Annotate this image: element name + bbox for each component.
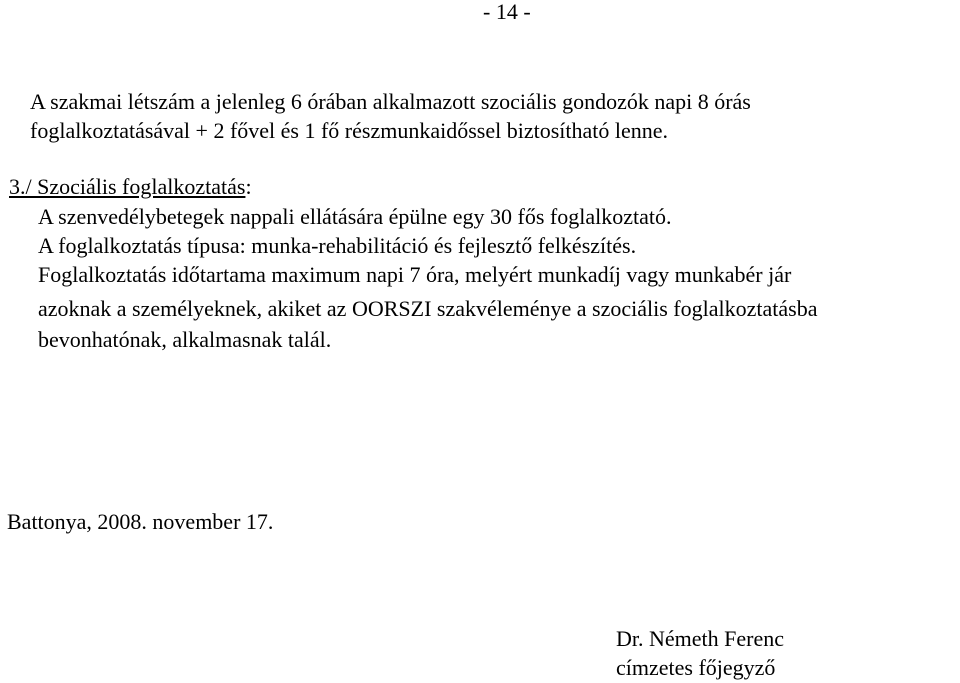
section-line-4: azoknak a személyeknek, akiket az OORSZI szakvéleménye a szociális foglalkoztatásba: [38, 296, 818, 321]
section-colon: :: [245, 174, 252, 199]
intro-paragraph-line-2: foglalkoztatásával + 2 fővel és 1 fő részmunkaidőssel biztosítható lenne.: [30, 118, 668, 143]
section-title: / Szociális foglalkoztatás: [25, 174, 246, 199]
signatory-name: Dr. Németh Ferenc: [616, 626, 784, 651]
signatory-title: címzetes főjegyző: [616, 655, 776, 680]
section-number: 3.: [9, 174, 26, 199]
page-number: - 14 -: [483, 0, 531, 24]
section-line-1: A szenvedélybetegek nappali ellátására épülne egy 30 fős foglalkoztató.: [38, 204, 672, 229]
section-heading: [9, 172, 252, 202]
section-line-5: bevonhatónak, alkalmasnak talál.: [38, 327, 332, 352]
place-and-date: Battonya, 2008. november 17.: [7, 509, 274, 534]
section-line-2: A foglalkoztatás típusa: munka-rehabilitáció és fejlesztő felkészítés.: [38, 233, 637, 258]
intro-paragraph-line-1: A szakmai létszám a jelenleg 6 órában alkalmazott szociális gondozók napi 8 órás: [30, 89, 751, 114]
section-line-3: Foglalkoztatás időtartama maximum napi 7 óra, melyért munkadíj vagy munkabér jár: [38, 262, 792, 287]
